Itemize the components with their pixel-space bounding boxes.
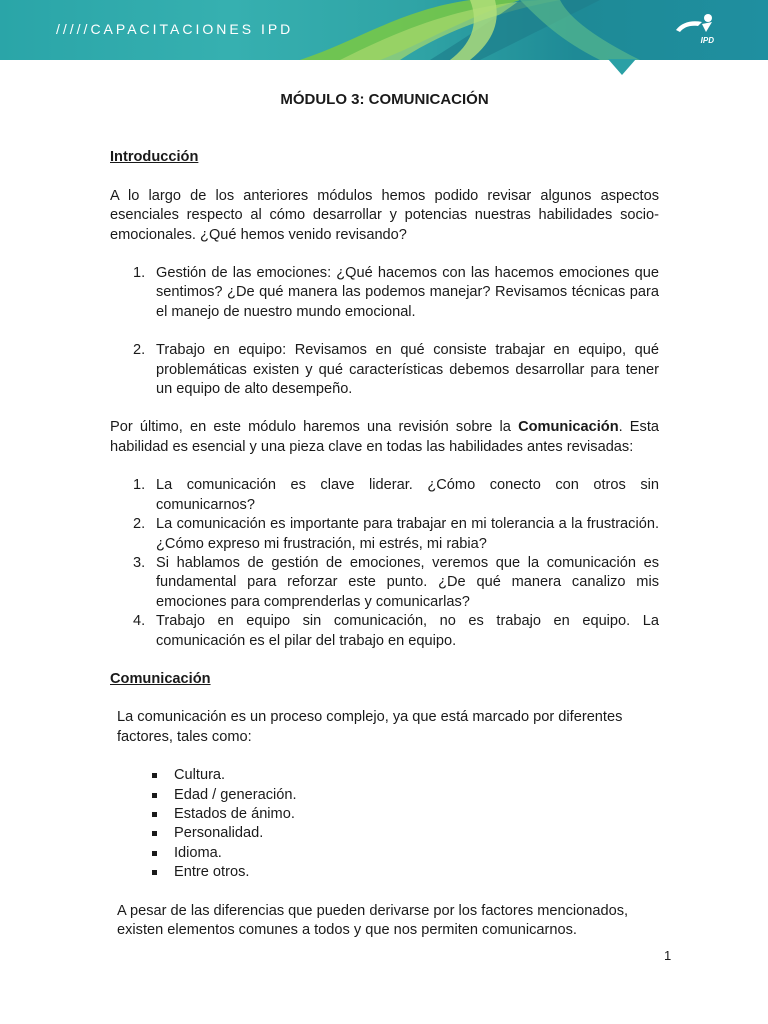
list-item bbox=[110, 341, 659, 399]
list-text: La comunicación es clave liderar. ¿Cómo conecto con otros sin comunicarnos? bbox=[156, 477, 659, 513]
list-item bbox=[117, 824, 659, 843]
list-text: Trabajo en equipo sin comunicación, no es trabajo en equipo. La comunicación es el pilar del trabajo en equipo. bbox=[156, 613, 659, 649]
banner-title: /////CAPACITACIONES IPD bbox=[56, 21, 294, 37]
list-text: Estados de ánimo. bbox=[174, 805, 295, 822]
bullet-square-icon bbox=[152, 851, 157, 856]
bullet-square-icon bbox=[152, 812, 157, 817]
page-number: 1 bbox=[664, 948, 672, 963]
page-title: MÓDULO 3: COMUNICACIÓN bbox=[280, 91, 489, 108]
intro-heading: Introducción bbox=[110, 149, 199, 166]
list-text: Entre otros. bbox=[174, 864, 250, 881]
bullet-square-icon bbox=[152, 831, 157, 836]
banner-notch bbox=[608, 59, 636, 75]
list-item bbox=[117, 805, 659, 824]
list-text: Si hablamos de gestión de emociones, veremos que la comunicación es fundamental para reforzar este punto. ¿De qué manera canalizo mis emociones para comprenderlas y comunicarlas? bbox=[156, 554, 659, 610]
list-item bbox=[117, 766, 659, 785]
closing-intro-bold: Comunicación bbox=[518, 419, 619, 436]
comm-paragraph: La comunicación es un proceso complejo, ya que está marcado por diferentes factores, tales como: bbox=[117, 709, 623, 745]
list-number: 1. bbox=[133, 265, 146, 282]
list-number: 2. bbox=[133, 516, 146, 533]
list-number: 1. bbox=[133, 477, 146, 494]
list-text: Edad / generación. bbox=[174, 786, 297, 803]
list-text: Personalidad. bbox=[174, 825, 264, 842]
list-text: Trabajo en equipo: Revisamos en qué consiste trabajar en equipo, qué problemáticas existen y qué características debemos desarrollar para tener un equipo de alto desempeño. bbox=[156, 342, 659, 398]
list-text: Cultura. bbox=[174, 767, 226, 784]
list-number: 2. bbox=[133, 342, 146, 359]
ipd-logo-text: IPD bbox=[700, 36, 714, 45]
header-banner bbox=[0, 0, 768, 60]
list-text: La comunicación es importante para trabajar en mi tolerancia a la frustración. ¿Cómo expreso mi frustración, mi estrés, mi rabia? bbox=[156, 516, 659, 552]
closing-intro-after: . Esta habilidad es esencial y una pieza clave en todas las habilidades antes revisadas: bbox=[110, 419, 660, 455]
closing-intro-paragraph bbox=[110, 418, 659, 457]
factors-list bbox=[117, 766, 659, 882]
list-item bbox=[110, 264, 659, 322]
comm-heading: Comunicación bbox=[110, 670, 211, 687]
document-body bbox=[110, 90, 659, 940]
list-text: Gestión de las emociones: ¿Qué hacemos con las hacemos emociones que sentimos? ¿De qué manera las podemos manejar? Revisamos técnicas para el manejo de nuestro mundo emocional. bbox=[156, 265, 659, 320]
list-number: 4. bbox=[133, 613, 146, 630]
key-list bbox=[110, 476, 659, 651]
list-item bbox=[110, 612, 659, 651]
review-list bbox=[110, 264, 659, 399]
bullet-square-icon bbox=[152, 793, 157, 798]
closing-intro-before: Por último, en este módulo haremos una revisión sobre la bbox=[110, 419, 519, 436]
list-item bbox=[117, 786, 659, 805]
bullet-square-icon bbox=[152, 870, 157, 875]
final-paragraph: A pesar de las diferencias que pueden derivarse por los factores mencionados, existen elementos comunes a todos y que nos permiten comunicarnos. bbox=[117, 902, 629, 938]
intro-paragraph: A lo largo de los anteriores módulos hemos podido revisar algunos aspectos esenciales respecto al cómo desarrollar y potencias nuestras habilidades socio-emocionales. ¿Qué hemos venido revisando? bbox=[110, 187, 659, 243]
list-item bbox=[110, 554, 659, 612]
list-number: 3. bbox=[133, 554, 146, 571]
list-item bbox=[117, 844, 659, 863]
list-item bbox=[110, 476, 659, 515]
list-item bbox=[110, 515, 659, 554]
bullet-square-icon bbox=[152, 773, 157, 778]
list-item bbox=[117, 863, 659, 882]
list-text: Idioma. bbox=[174, 844, 222, 861]
